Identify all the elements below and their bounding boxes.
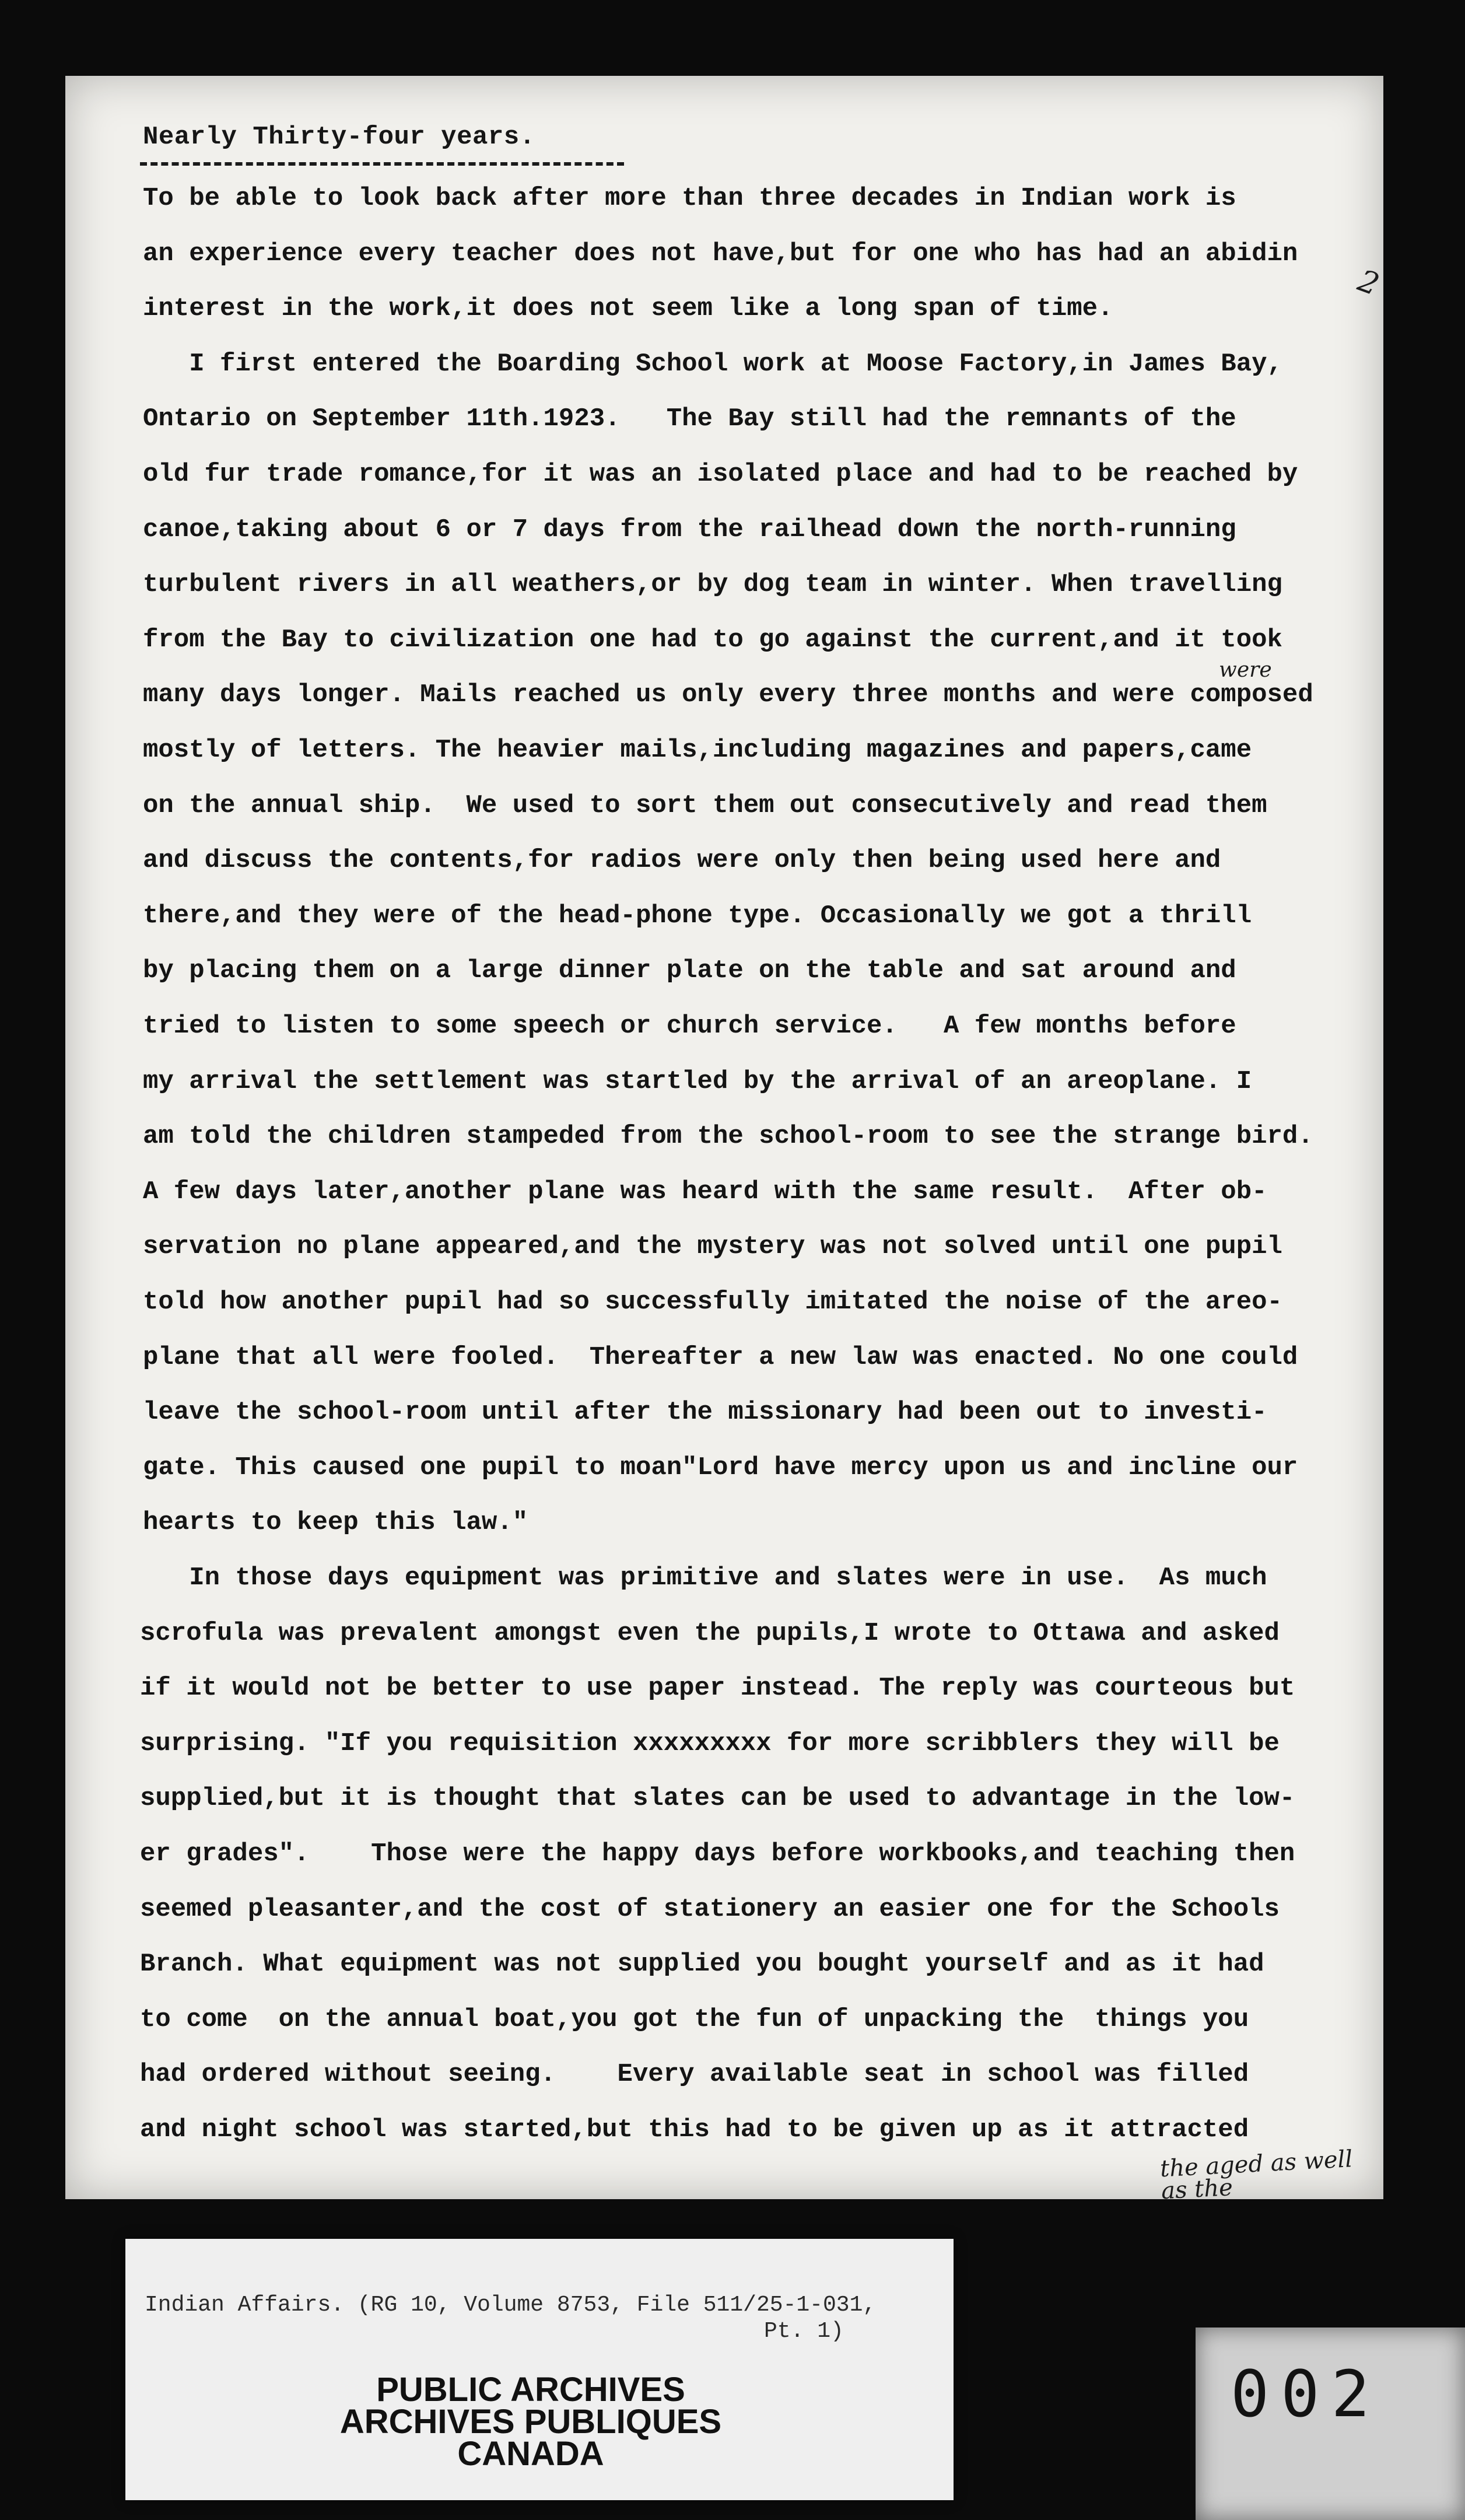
text-line: turbulent rivers in all weathers,or by dog team in winter. When travelling [143,570,1282,599]
text-line: leave the school-room until after the missionary had been out to investi- [143,1398,1267,1427]
text-line: plane that all were fooled. Thereafter a new law was enacted. No one could [143,1343,1298,1372]
text-line: canoe,taking about 6 or 7 days from the railhead down the north-running [143,515,1236,544]
text-line: tried to listen to some speech or church service. A few months before [143,1012,1236,1041]
text-line: A few days later,another plane was heard with the same result. After ob- [143,1177,1267,1206]
text-line: an experience every teacher does not have,but for one who has had an abidin [143,239,1298,268]
text-line: scrofula was prevalent amongst even the pupils,I wrote to Ottawa and asked [140,1619,1280,1648]
text-line: my arrival the settlement was startled by the arrival of an areoplane. I [143,1067,1252,1096]
text-line: by placing them on a large dinner plate on the table and sat around and [143,956,1236,985]
text-line: seemed pleasanter,and the cost of stationery an easier one for the Schools [140,1895,1280,1924]
text-line: told how another pupil had so successfully imitated the noise of the areo- [143,1287,1282,1317]
frame-counter: 002 [1231,2357,1382,2431]
text-line: gate. This caused one pupil to moan"Lord have mercy upon us and incline our [143,1453,1298,1482]
text-line: if it would not be better to use paper instead. The reply was courteous but [140,1674,1295,1703]
text-line: many days longer. Mails reached us only every three months and were composed [143,680,1313,709]
text-line: surprising. "If you requisition xxxxxxxxx for more scribblers they will be [140,1729,1280,1758]
text-line: servation no plane appeared,and the mystery was not solved until one pupil [143,1232,1282,1261]
handwritten-insert: were [1219,658,1272,682]
text-line: hearts to keep this law." [143,1508,528,1537]
text-line: mostly of letters. The heavier mails,including magazines and papers,came [143,736,1252,765]
text-line: to come on the annual boat,you got the fun of unpacking the things you [140,2005,1249,2034]
archives-fr: ARCHIVES PUBLIQUES [339,2403,722,2441]
text-line: Ontario on September 11th.1923. The Bay still had the remnants of the [143,404,1236,433]
document-title: Nearly Thirty-four years. [143,123,535,152]
title-underline [140,162,624,166]
text-line: from the Bay to civilization one had to go against the current,and it took [143,625,1282,654]
archives-country: CANADA [457,2435,604,2473]
text-line: To be able to look back after more than three decades in Indian work is [143,184,1236,213]
text-line: and night school was started,but this had to be given up as it attracted [140,2115,1249,2144]
text-line: had ordered without seeing. Every available seat in school was filled [140,2060,1249,2089]
text-line: on the annual ship. We used to sort them out consecutively and read them [143,791,1267,820]
text-line: old fur trade romance,for it was an isolated place and had to be reached by [143,460,1298,489]
archives-en: PUBLIC ARCHIVES [376,2371,685,2409]
text-line: supplied,but it is thought that slates can be used to advantage in the low- [140,1784,1295,1813]
text-line: er grades". Those were the happy days before workbooks,and teaching then [140,1839,1295,1868]
handwritten-bottom-note: the aged as well as the [1159,2146,1354,2205]
citation-line-1: Indian Affairs. (RG 10, Volume 8753, File 511/25-1-031, [145,2292,877,2318]
citation-line-2: Pt. 1) [764,2319,844,2344]
text-line: I first entered the Boarding School work at Moose Factory,in James Bay, [143,349,1282,379]
text-line: interest in the work,it does not seem like a long span of time. [143,294,1113,323]
margin-mark: 2 [1353,263,1384,303]
text-line: In those days equipment was primitive and slates were in use. As much [143,1563,1267,1592]
text-line: there,and they were of the head-phone type. Occasionally we got a thrill [143,901,1252,930]
text-line: and discuss the contents,for radios were only then being used here and [143,846,1221,875]
text-line: Branch. What equipment was not supplied you bought yourself and as it had [140,1950,1264,1979]
text-line: am told the children stampeded from the school-room to see the strange bird. [143,1122,1313,1151]
